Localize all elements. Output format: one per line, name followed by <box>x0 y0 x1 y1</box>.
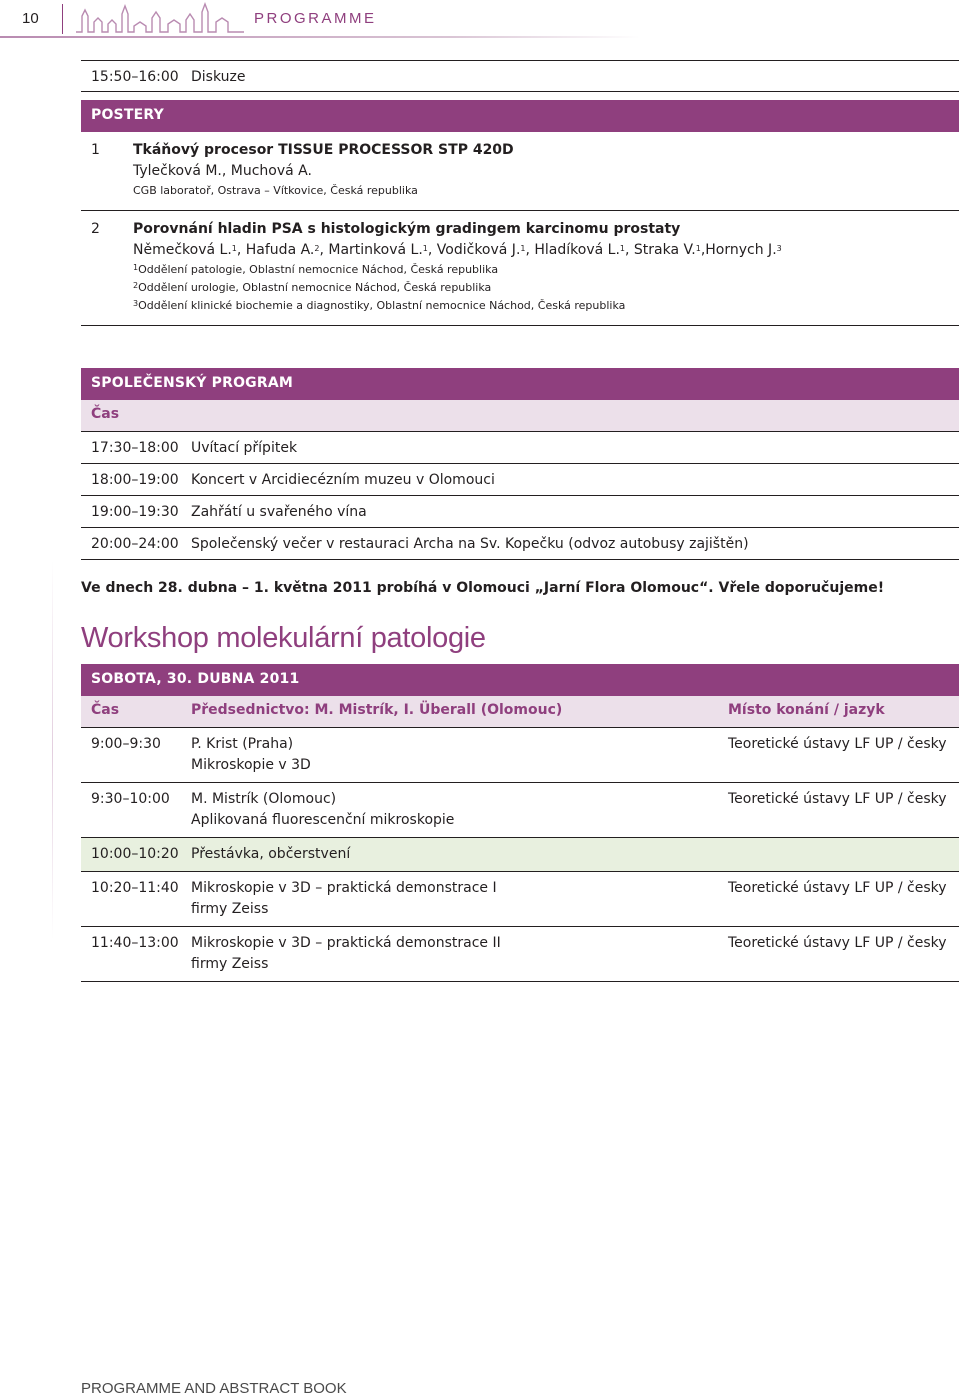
workshop-break-row <box>81 838 959 872</box>
affiliation-marker: 1 <box>133 263 139 272</box>
workshop-column-header <box>81 696 959 728</box>
footer-title: PROGRAMME AND ABSTRACT BOOK <box>81 1380 347 1397</box>
poster-item <box>81 211 959 326</box>
discussion-row <box>81 60 959 92</box>
row-place <box>728 844 959 865</box>
affiliation-text: Oddělení patologie, Oblastní nemocnice Náchod, Česká republika <box>138 263 499 276</box>
affiliation-marker: 1 <box>695 244 701 253</box>
author-name: , Straka V. <box>625 242 696 258</box>
row-time: 11:40–13:00 <box>91 935 179 951</box>
programme-content <box>81 60 959 982</box>
row-time: 19:00–19:30 <box>91 504 179 520</box>
poster-authors: Tylečková M., Muchová A. <box>133 163 312 179</box>
workshop-row <box>81 783 959 838</box>
affiliation-marker: 1 <box>231 244 237 253</box>
section-title: PROGRAMME <box>254 10 377 27</box>
poster-item <box>81 132 959 211</box>
social-row <box>81 528 959 560</box>
row-time: 15:50–16:00 <box>91 69 179 85</box>
row-place: Teoretické ústavy LF UP / česky <box>728 880 947 896</box>
poster-title: Porovnání hladin PSA s histologickým gradingem karcinomu prostaty <box>133 221 681 237</box>
author-name: , Martinková L. <box>319 242 423 258</box>
row-topic: Mikroskopie v 3D – praktická demonstrace II <box>191 935 501 951</box>
page-number: 10 <box>22 10 39 27</box>
poster-number: 1 <box>91 142 100 158</box>
header-divider <box>62 4 63 34</box>
row-topic: Mikroskopie v 3D <box>191 757 311 773</box>
row-topic: Mikroskopie v 3D – praktická demonstrace I <box>191 880 497 896</box>
workshop-row <box>81 927 959 982</box>
author-name: Němečková L. <box>133 242 232 258</box>
affiliation-marker: 1 <box>619 244 625 253</box>
row-time: 10:00–10:20 <box>91 846 179 862</box>
social-row <box>81 464 959 496</box>
workshop-day-heading: SOBOTA, 30. DUBNA 2011 <box>81 664 959 696</box>
author-name: ,Hornych J. <box>700 242 777 258</box>
row-time: 17:30–18:00 <box>91 440 179 456</box>
row-item: Koncert v Arcidiecézním muzeu v Olomouci <box>191 472 495 488</box>
row-item: Diskuze <box>191 69 246 85</box>
affiliation-marker: 3 <box>776 244 782 253</box>
row-time: 10:20–11:40 <box>91 880 179 896</box>
affiliation-marker: 1 <box>520 244 526 253</box>
row-time: 20:00–24:00 <box>91 536 179 552</box>
row-item: Přestávka, občerstvení <box>191 846 351 862</box>
poster-affiliation <box>133 279 959 297</box>
workshop-row <box>81 872 959 927</box>
row-speaker: M. Mistrík (Olomouc) <box>191 791 337 807</box>
affiliation-marker: 2 <box>133 281 139 290</box>
poster-title: Tkáňový procesor TISSUE PROCESSOR STP 420D <box>133 142 514 158</box>
poster-number: 2 <box>91 221 100 237</box>
column-time-label: Čas <box>91 406 120 422</box>
row-speaker: P. Krist (Praha) <box>191 736 294 752</box>
social-row <box>81 432 959 464</box>
row-topic: Aplikovaná fluorescenční mikroskopie <box>191 812 455 828</box>
row-company: firmy Zeiss <box>191 956 269 972</box>
row-company: firmy Zeiss <box>191 901 269 917</box>
column-place-label: Místo konání / jazyk <box>728 702 885 718</box>
flora-note: Ve dnech 28. dubna – 1. května 2011 probíhá v Olomouci „Jarní Flora Olomouc“. Vřele doporučujeme! <box>81 580 885 596</box>
posters-heading: POSTERY <box>81 100 959 132</box>
decorative-rule <box>52 560 53 940</box>
row-item: Uvítací přípitek <box>191 440 298 456</box>
row-item: Zahřátí u svařeného vína <box>191 504 367 520</box>
row-item: Společenský večer v restauraci Archa na Sv. Kopečku (odvoz autobusy zajištěn) <box>191 536 749 552</box>
author-name: , Hafuda A. <box>236 242 315 258</box>
row-place: Teoretické ústavy LF UP / česky <box>728 935 947 951</box>
affiliation-marker: 3 <box>133 299 139 308</box>
affiliation-marker: 1 <box>422 244 428 253</box>
row-place: Teoretické ústavy LF UP / česky <box>728 736 947 752</box>
affiliation-text: Oddělení klinické biochemie a diagnostiky, Oblastní nemocnice Náchod, Česká republika <box>138 299 626 312</box>
poster-affiliation <box>133 297 959 315</box>
poster-authors <box>133 240 959 261</box>
row-time: 18:00–19:00 <box>91 472 179 488</box>
column-time-label: Čas <box>91 702 120 718</box>
row-time: 9:00–9:30 <box>91 736 161 752</box>
column-chair-label: Předsednictvo: M. Mistrík, I. Überall (Olomouc) <box>191 702 563 718</box>
poster-affiliation: CGB laboratoř, Ostrava – Vítkovice, Česká republika <box>133 184 418 197</box>
row-time: 9:30–10:00 <box>91 791 170 807</box>
workshop-title: Workshop molekulární patologie <box>81 622 486 654</box>
city-skyline-icon <box>76 2 244 36</box>
author-name: , Hladíková L. <box>525 242 620 258</box>
social-column-header <box>81 400 959 432</box>
page-header <box>0 0 960 40</box>
social-heading: SPOLEČENSKÝ PROGRAM <box>81 368 959 400</box>
poster-affiliation <box>133 261 959 279</box>
social-row <box>81 496 959 528</box>
affiliation-marker: 2 <box>314 244 320 253</box>
header-rule <box>0 36 640 38</box>
workshop-row <box>81 728 959 783</box>
row-place: Teoretické ústavy LF UP / česky <box>728 791 947 807</box>
author-name: , Vodičková J. <box>427 242 521 258</box>
affiliation-text: Oddělení urologie, Oblastní nemocnice Náchod, Česká republika <box>138 281 492 294</box>
